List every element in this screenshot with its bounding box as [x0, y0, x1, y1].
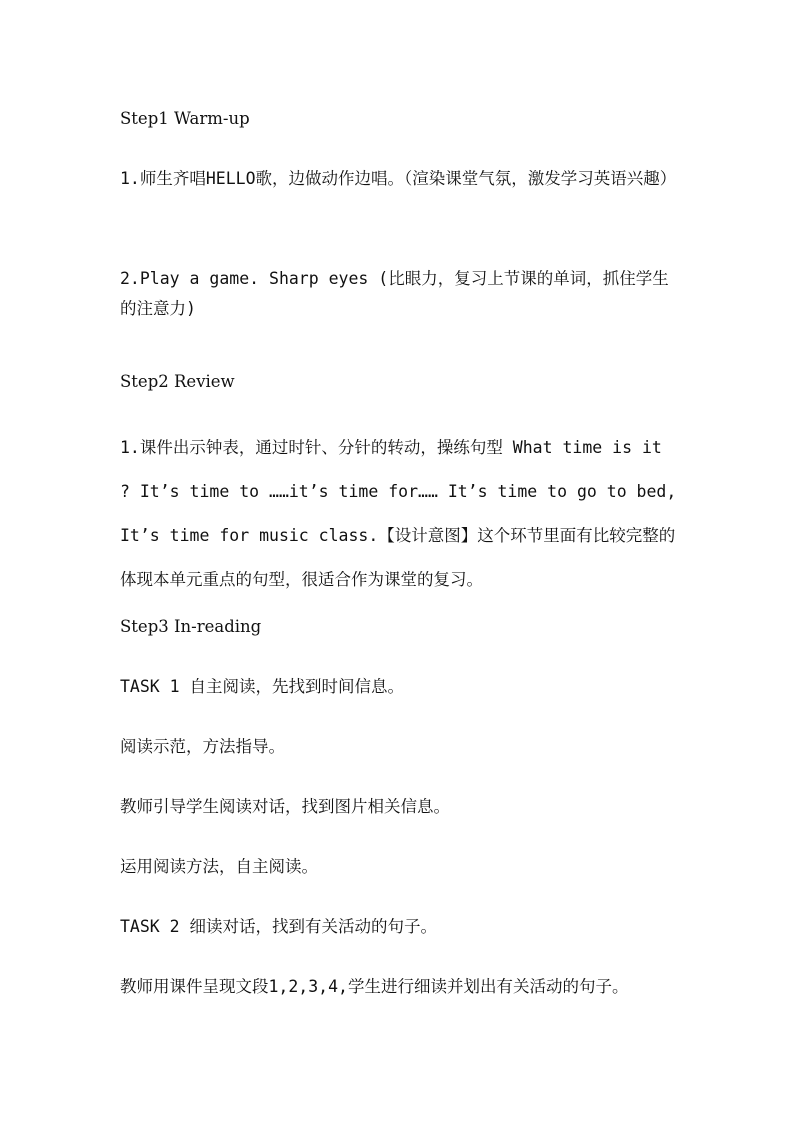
- step1-item-1: 1.师生齐唱HELLO歌，边做动作边唱。（渲染课堂气氛，激发学习英语兴趣）: [120, 169, 677, 188]
- task-2-line-1: 教师用课件呈现文段1,2,3,4,学生进行细读并划出有关活动的句子。: [120, 977, 629, 996]
- step1-heading: Step1 Warm-up: [120, 109, 250, 128]
- task-2-heading: TASK 2 细读对话，找到有关活动的句子。: [120, 917, 438, 936]
- step2-item-1: 1.课件出示钟表，通过时针、分针的转动，操练句型 What time is it ? It’s time to ……it’s time for…… It’s time to go to bed, It’s time for music class.【设计意图】这个环节里面有比较完整的体现本单元重点的句型，很适合作为课堂的复习。: [120, 438, 677, 589]
- task-1-line-1: 阅读示范，方法指导。: [120, 737, 285, 756]
- step2-heading: Step2 Review: [120, 372, 235, 391]
- task-1-line-2: 教师引导学生阅读对话，找到图片相关信息。: [120, 797, 450, 816]
- step1-item-2: 2.Play a game. Sharp eyes (比眼力，复习上节课的单词，抓住学生的注意力): [120, 269, 669, 318]
- task-1-heading: TASK 1 自主阅读，先找到时间信息。: [120, 677, 405, 696]
- task-1-line-3: 运用阅读方法，自主阅读。: [120, 857, 318, 876]
- step3-heading: Step3 In-reading: [120, 617, 262, 636]
